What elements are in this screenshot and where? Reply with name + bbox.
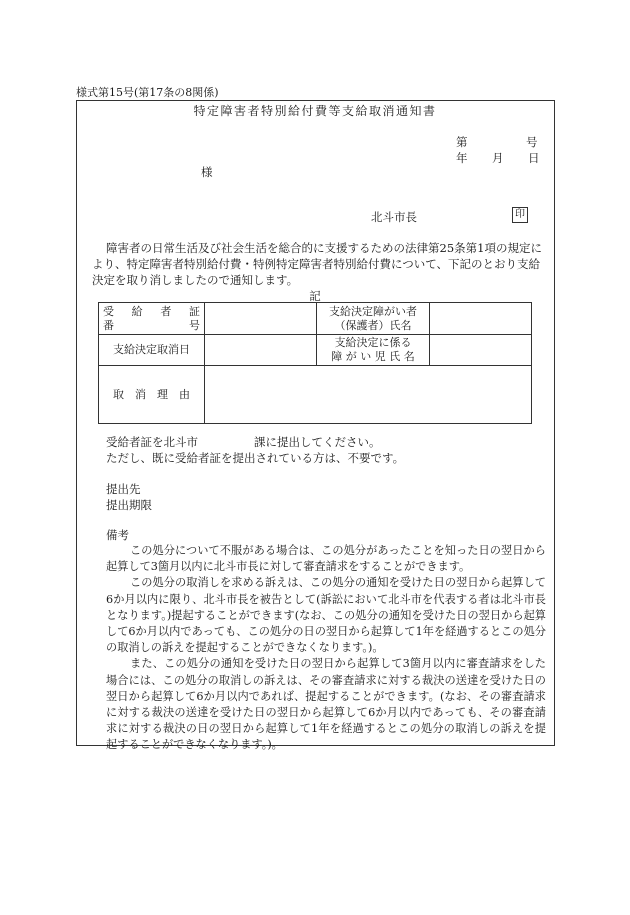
remarks-body	[106, 543, 546, 754]
child-name-value	[430, 335, 532, 366]
cert-number-label: 受 給 者 証 番 号	[99, 303, 205, 335]
addressee-suffix: 様	[201, 165, 213, 179]
form-number-label: 様式第15号(第17条の8関係)	[76, 86, 219, 99]
deadline-label: 提出期限	[106, 498, 152, 512]
remarks-paragraph-1: この処分について不服がある場合は、この処分があったことを知った日の翌日から起算して3箇月以内に北斗市長に対して審査請求をすることができます。	[106, 544, 546, 574]
destination-label: 提出先	[106, 482, 141, 496]
remarks-paragraph-2: この処分の取消しを求める訴えは、この処分の通知を受けた日の翌日から起算して6か月以内に限り、北斗市長を被告として(訴訟において北斗市を代表する者は北斗市長となります。)提起することができます(なお、この処分の通知を受けた日の翌日から起算して6か月以内であっても、この処分の日の翌日から起算して1年を経過するとこの処分の取消しの訴えを提起することができなくなります。)。	[106, 576, 546, 655]
info-table	[98, 302, 532, 424]
remarks-heading: 備考	[106, 528, 129, 542]
reason-value	[205, 366, 532, 424]
year-label: 年	[456, 151, 468, 165]
intro-paragraph: 障害者の日常生活及び社会生活を総合的に支援するための法律第25条第1項の規定により、特定障害者特別給付費・特例特定障害者特別給付費について、下記のとおり支給決定を取り消しましたので通知します。	[92, 241, 542, 287]
cert-number-value	[205, 303, 317, 335]
number-suffix: 号	[526, 135, 538, 149]
seal-mark: 印	[512, 207, 528, 223]
submission-notice: 受給者証を北斗市 課に提出してください。	[106, 435, 381, 449]
remarks-paragraph-3: また、この処分の通知を受けた日の翌日から起算して3箇月以内に審査請求をした場合には、この処分の取消しの訴えは、その審査請求に対する裁決の送達を受けた日の翌日から起算して6か月以内であれば、提起することができます。(なお、その審査請求に対する裁決の送達を受けた日の翌日から起算して6か月以内であっても、その審査請求に対する裁決の日の翌日から起算して1年を経過するとこの処分の取消しの訴えを提起することができなくなります。)。	[106, 657, 546, 752]
cancel-date-value	[205, 335, 317, 366]
month-label: 月	[492, 151, 504, 165]
guardian-name-label: 支給決定障がい者 （保護者）氏名	[317, 303, 430, 335]
child-name-label: 支給決定に係る 障 が い 児 氏 名	[317, 335, 430, 366]
ki-heading: 記	[309, 289, 321, 303]
day-label: 日	[528, 151, 540, 165]
submission-exemption: ただし、既に受給者証を提出されている方は、不要です。	[106, 451, 405, 465]
cancel-date-label: 支給決定取消日	[99, 335, 205, 366]
number-prefix: 第	[456, 135, 468, 149]
guardian-name-value	[430, 303, 532, 335]
issuer-name: 北斗市長	[371, 210, 417, 224]
document-title: 特定障害者特別給付費等支給取消通知書	[193, 104, 437, 118]
reason-label: 取 消 理 由	[99, 366, 205, 424]
